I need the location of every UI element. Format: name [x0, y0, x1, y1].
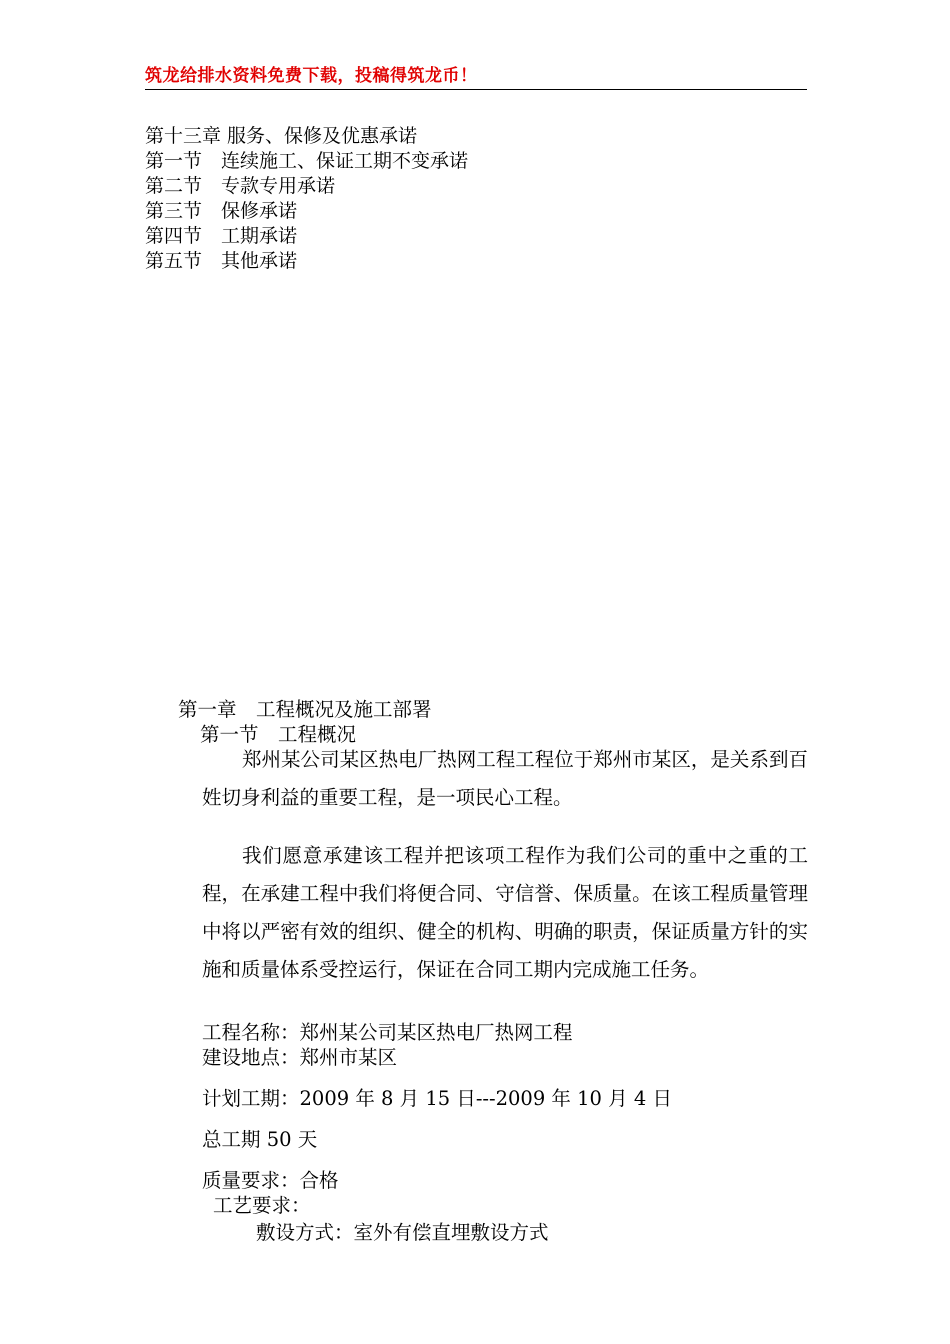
paragraph: 我们愿意承建该工程并把该项工程作为我们公司的重中之重的工程，在承建工程中我们将便合同、守信誉、保质量。在该工程质量管理中将以严密有效的组织、健全的机构、明确的职责，保证质量方针的实施和质量体系受控运行，保证在合同工期内完成施工任务。: [202, 843, 808, 981]
craft-requirement-title: 工艺要求：: [213, 1194, 311, 1217]
total-duration: 总工期 50 天: [202, 1128, 318, 1151]
toc-item: 第二节 专款专用承诺: [145, 175, 336, 197]
planned-schedule: 计划工期：2009 年 8 月 15 日---2009 年 10 月 4 日: [202, 1087, 672, 1110]
toc-item: 第三节 保修承诺: [145, 200, 298, 222]
header-banner: 筑龙给排水资料免费下载，投稿得筑龙币！: [145, 66, 478, 86]
paragraph: 郑州某公司某区热电厂热网工程工程位于郑州市某区，是关系到百姓切身利益的重要工程，是一项民心工程。: [202, 748, 808, 809]
quality-requirement: 质量要求：合格: [202, 1169, 339, 1192]
table-of-contents: [145, 124, 468, 274]
toc-item: 第十三章 服务、保修及优惠承诺: [145, 125, 418, 147]
header-divider: [145, 89, 807, 90]
toc-item: 第五节 其他承诺: [145, 250, 298, 272]
document-body: [178, 697, 808, 1248]
toc-item: 第四节 工期承诺: [145, 225, 298, 247]
section-title: 第一节 工程概况: [200, 723, 357, 746]
chapter-title: 第一章 工程概况及施工部署: [178, 698, 432, 721]
project-name: 工程名称：郑州某公司某区热电厂热网工程: [202, 1021, 573, 1044]
laying-method: 敷设方式：室外有偿直埋敷设方式: [256, 1221, 549, 1244]
construction-site: 建设地点：郑州市某区: [202, 1046, 398, 1069]
toc-item: 第一节 连续施工、保证工期不变承诺: [145, 150, 469, 172]
